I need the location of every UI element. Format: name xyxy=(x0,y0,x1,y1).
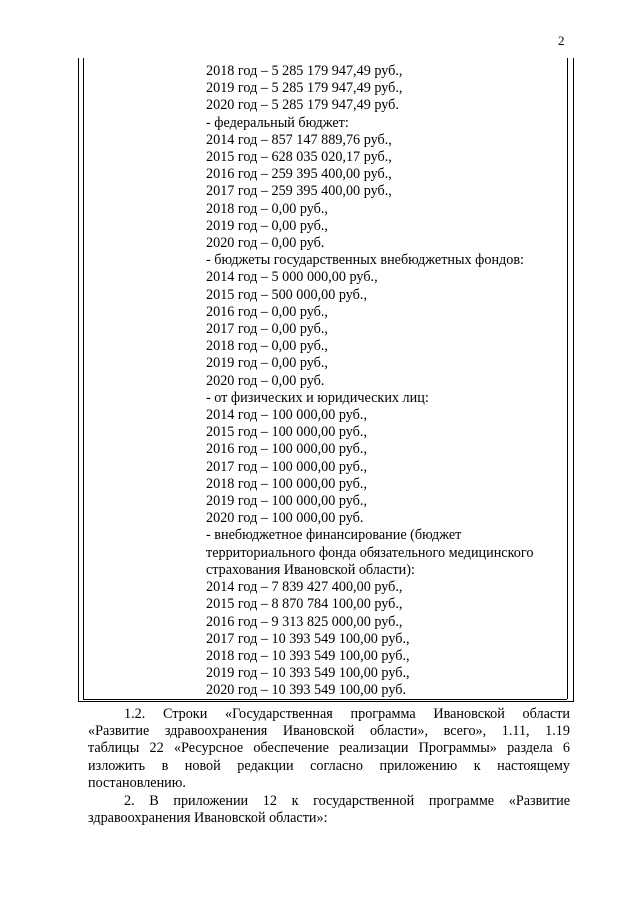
finance-line: 2016 год – 259 395 400,00 руб., xyxy=(206,166,392,183)
finance-section-heading: территориального фонда обязательного медицинского xyxy=(206,544,534,561)
finance-section-heading: - внебюджетное финансирование (бюджет xyxy=(206,527,462,544)
paragraph-1-2 xyxy=(88,706,570,792)
finance-line: 2016 год – 0,00 руб., xyxy=(206,303,328,320)
paragraph-line: 2. В приложении 12 к государственной программе «Развитие xyxy=(124,793,570,809)
paragraph-line: изложить в новой редакции согласно приложению к настоящему xyxy=(88,757,570,774)
finance-section-heading: - от физических и юридических лиц: xyxy=(206,389,429,406)
finance-line: 2019 год – 10 393 549 100,00 руб., xyxy=(206,665,410,682)
finance-line: 2019 год – 0,00 руб., xyxy=(206,355,328,372)
finance-line: 2020 год – 10 393 549 100,00 руб. xyxy=(206,682,407,699)
finance-line: 2014 год – 100 000,00 руб., xyxy=(206,407,367,424)
finance-line: 2014 год – 7 839 427 400,00 руб., xyxy=(206,579,403,596)
finance-line: 2015 год – 500 000,00 руб., xyxy=(206,286,367,303)
paragraph-2 xyxy=(88,793,570,827)
paragraph-line: постановлению. xyxy=(88,774,186,791)
financing-volume-list xyxy=(206,63,561,700)
finance-line: 2015 год – 100 000,00 руб., xyxy=(206,424,367,441)
finance-line: 2018 год – 0,00 руб., xyxy=(206,338,328,355)
finance-line: 2017 год – 0,00 руб., xyxy=(206,321,328,338)
finance-line: 2017 год – 259 395 400,00 руб., xyxy=(206,183,392,200)
finance-line: 2020 год – 0,00 руб. xyxy=(206,372,325,389)
finance-line: 2018 год – 10 393 549 100,00 руб., xyxy=(206,647,410,664)
finance-line: 2018 год – 100 000,00 руб., xyxy=(206,475,367,492)
page-number: 2 xyxy=(558,33,565,48)
finance-section-heading: страхования Ивановской области): xyxy=(206,561,415,578)
paragraph-line: здравоохранения Ивановской области»: xyxy=(88,810,328,827)
paragraph-line: 1.2. Строки «Государственная программа Ивановской области xyxy=(124,706,570,722)
finance-line: 2018 год – 0,00 руб., xyxy=(206,200,328,217)
table-inner-left-border xyxy=(83,58,84,699)
finance-line: 2016 год – 9 313 825 000,00 руб., xyxy=(206,613,403,630)
finance-section-heading: - бюджеты государственных внебюджетных фондов: xyxy=(206,252,524,269)
finance-line: 2014 год – 857 147 889,76 руб., xyxy=(206,131,392,148)
finance-line: 2015 год – 8 870 784 100,00 руб., xyxy=(206,596,403,613)
finance-line: 2019 год – 100 000,00 руб., xyxy=(206,493,367,510)
finance-line: 2014 год – 5 000 000,00 руб., xyxy=(206,269,378,286)
finance-line: 2020 год – 5 285 179 947,49 руб. xyxy=(206,97,399,114)
table-inner-right-border xyxy=(567,58,568,699)
finance-line: 2020 год – 0,00 руб. xyxy=(206,235,325,252)
finance-line: 2019 год – 0,00 руб., xyxy=(206,217,328,234)
finance-line: 2015 год – 628 035 020,17 руб., xyxy=(206,149,392,166)
finance-line: 2018 год – 5 285 179 947,49 руб., xyxy=(206,63,403,79)
finance-line: 2020 год – 100 000,00 руб. xyxy=(206,510,364,527)
finance-line: 2017 год – 100 000,00 руб., xyxy=(206,458,367,475)
finance-line: 2019 год – 5 285 179 947,49 руб., xyxy=(206,80,403,97)
finance-section-heading: - федеральный бюджет: xyxy=(206,114,349,131)
paragraph-line: «Развитие здравоохранения Ивановской области», всего», 1.11, 1.19 xyxy=(88,723,570,740)
finance-line: 2017 год – 10 393 549 100,00 руб., xyxy=(206,630,410,647)
finance-line: 2016 год – 100 000,00 руб., xyxy=(206,441,367,458)
paragraph-line: таблицы 22 «Ресурсное обеспечение реализации Программы» раздела 6 xyxy=(88,740,570,757)
